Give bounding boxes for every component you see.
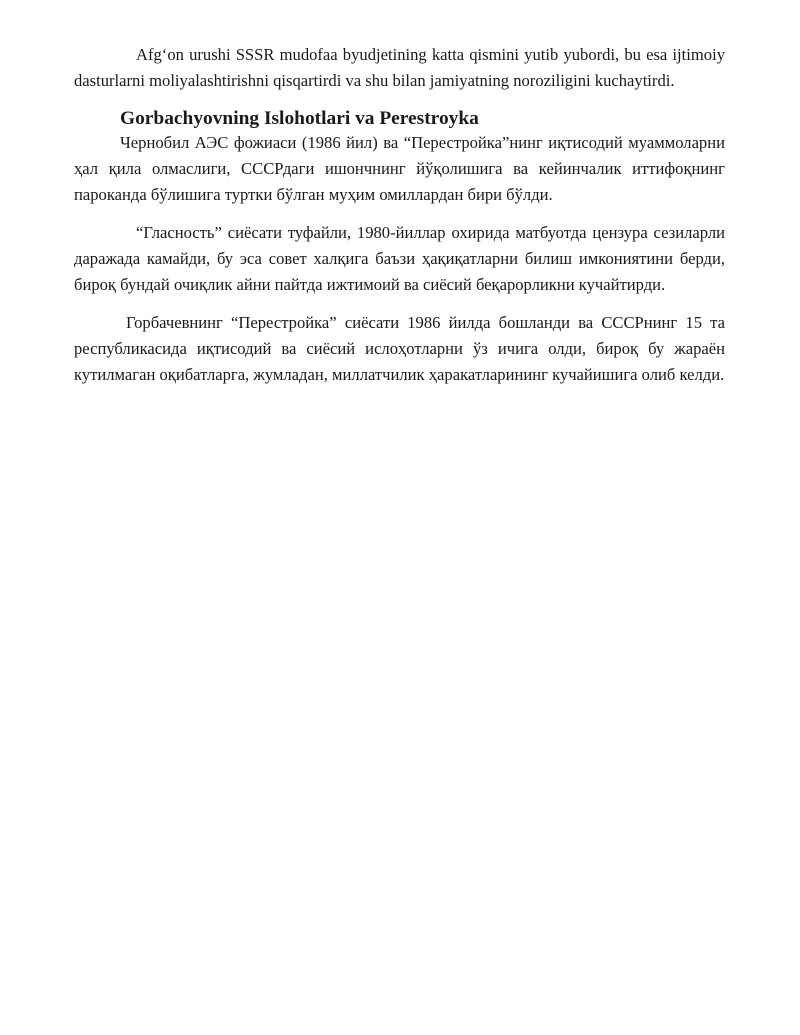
section-heading: Gorbachyovning Islohotlari va Perestroyka: [120, 108, 479, 129]
paragraph-chernobyl: Чернобил АЭС фожиаси (1986 йил) ва “Перестройка”нинг иқтисодий муаммоларни ҳал қила олмаслиги, СССРдаги ишончнинг йўқолишига ва кейинчалик иттифоқнинг пароканда бўлишига туртки бўлган муҳим омиллардан бири бўлди.: [74, 133, 725, 204]
document-page: [74, 42, 725, 388]
paragraph-glasnost: “Гласность” сиёсати туфайли, 1980-йиллар охирида матбуотда цензура сезиларли даражада камайди, бу эса совет халқига баъзи ҳақиқатларни билиш имкониятини берди, бироқ бундай очиқлик айни пайтда ижтимоий ва сиёсий беқарорликни кучайтирди.: [74, 223, 725, 294]
paragraph-perestroika: Горбачевнинг “Перестройка” сиёсати 1986 йилда бошланди ва СССРнинг 15 та республикасида иқтисодий ва сиёсий ислоҳотларни ўз ичига олди, бироқ бу жараён кутилмаган оқибатларга, жумладан, миллатчилик ҳаракатларининг кучайишига олиб келди.: [74, 313, 725, 384]
paragraph-afghan-war: Afg‘on urushi SSSR mudofaa byudjetining katta qismini yutib yubordi, bu esa ijtimoiy dasturlarni moliyalashtirishni qisqartirdi va shu bilan jamiyatning noroziligini kuchaytirdi.: [74, 45, 725, 90]
